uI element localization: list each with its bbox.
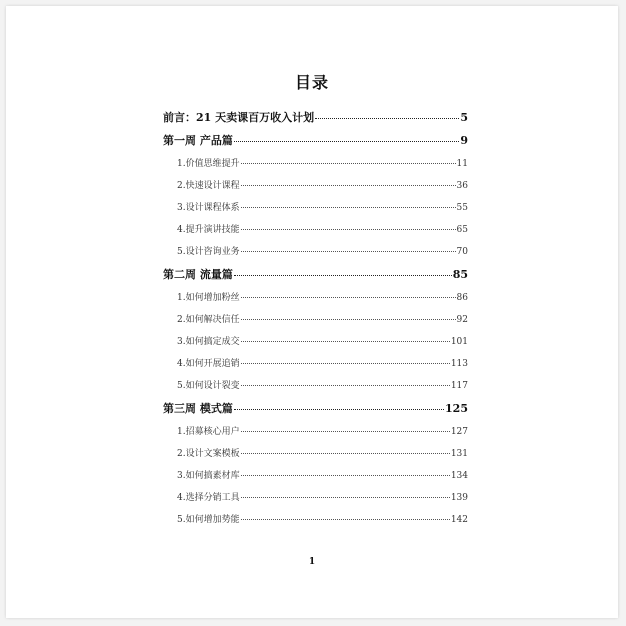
toc-leader-dots: [241, 475, 450, 476]
toc-leader-dots: [234, 141, 460, 142]
toc-leader-dots: [241, 453, 450, 454]
toc-entry[interactable]: [163, 134, 468, 148]
document-page: [6, 6, 618, 618]
toc-leader-dots: [241, 519, 450, 520]
toc-entry[interactable]: [163, 357, 468, 371]
toc-entry[interactable]: [163, 491, 468, 505]
toc-entry-label: 3.如何搞定成交: [177, 337, 240, 347]
toc-leader-dots: [241, 297, 456, 298]
page-number: 1: [308, 557, 316, 567]
toc-entry[interactable]: [163, 245, 468, 259]
toc-entry[interactable]: [163, 513, 468, 527]
toc-entry-page: 11: [456, 159, 468, 169]
toc-leader-dots: [315, 118, 459, 119]
toc-entry-label: 第一周 产品篇: [163, 134, 233, 147]
toc-entry-page: 65: [456, 225, 468, 235]
toc-entry-page: 101: [450, 337, 468, 347]
toc-entry-page: 117: [450, 381, 468, 391]
toc-entry-page: 36: [456, 181, 468, 191]
toc-entry-label: 2.如何解决信任: [177, 315, 240, 325]
toc-entry[interactable]: [163, 402, 468, 416]
toc-entry[interactable]: [163, 447, 468, 461]
toc-leader-dots: [241, 229, 456, 230]
toc-entry-label: 4.提升演讲技能: [177, 225, 240, 235]
toc-entry[interactable]: [163, 291, 468, 305]
toc-entry[interactable]: [163, 157, 468, 171]
toc-entry[interactable]: [163, 268, 468, 282]
toc-leader-dots: [241, 163, 456, 164]
toc-entry-label: 5.如何设计裂变: [177, 381, 240, 391]
toc-entry-label: 1.如何增加粉丝: [177, 293, 240, 303]
toc-entry-label: 5.设计咨询业务: [177, 247, 240, 257]
toc-entry-label: 2.快速设计课程: [177, 181, 240, 191]
toc-entry-page: 85: [452, 268, 468, 281]
toc-entry[interactable]: [163, 379, 468, 393]
toc-entry-label: 1.招募核心用户: [177, 427, 240, 437]
toc-entry-page: 92: [456, 315, 468, 325]
toc-leader-dots: [241, 385, 450, 386]
toc-entry-label: 前言：21 天卖课百万收入计划: [163, 111, 315, 124]
toc-entry-page: 113: [450, 359, 468, 369]
toc-entry-label: 1.价值思维提升: [177, 159, 240, 169]
toc-leader-dots: [241, 185, 456, 186]
toc-entry-page: 70: [456, 247, 468, 257]
toc-entry-label: 3.设计课程体系: [177, 203, 240, 213]
toc-entry-label: 第三周 模式篇: [163, 402, 233, 415]
toc-entry[interactable]: [163, 313, 468, 327]
toc-entry-page: 5: [460, 111, 468, 124]
toc-leader-dots: [241, 207, 456, 208]
toc-entry-label: 4.选择分销工具: [177, 493, 240, 503]
toc-leader-dots: [241, 341, 450, 342]
toc-leader-dots: [234, 275, 452, 276]
toc-entry[interactable]: [163, 201, 468, 215]
toc-entry[interactable]: [163, 179, 468, 193]
toc-entry-page: 142: [450, 515, 468, 525]
toc-entry-page: 125: [445, 402, 468, 415]
toc-entry-label: 3.如何搞素材库: [177, 471, 240, 481]
toc-entry-page: 55: [456, 203, 468, 213]
page-title: 目录: [294, 73, 329, 92]
toc-leader-dots: [241, 251, 456, 252]
toc-entry-page: 139: [450, 493, 468, 503]
toc-entry[interactable]: [163, 469, 468, 483]
toc-entry[interactable]: [163, 223, 468, 237]
toc-entry-label: 2.设计文案模板: [177, 449, 240, 459]
toc-entry-label: 4.如何开展追销: [177, 359, 240, 369]
toc-entry[interactable]: [163, 335, 468, 349]
toc-leader-dots: [241, 497, 450, 498]
toc-entry-page: 127: [450, 427, 468, 437]
toc-leader-dots: [241, 319, 456, 320]
toc-entry-label: 第二周 流量篇: [163, 268, 233, 281]
toc-entry-page: 9: [460, 134, 468, 147]
toc-entry-label: 5.如何增加势能: [177, 515, 240, 525]
toc-entry-page: 131: [450, 449, 468, 459]
toc-entry[interactable]: [163, 111, 468, 125]
toc-entry[interactable]: [163, 425, 468, 439]
toc-leader-dots: [234, 409, 444, 410]
toc-entry-page: 86: [456, 293, 468, 303]
toc-entry-page: 134: [450, 471, 468, 481]
toc-leader-dots: [241, 431, 450, 432]
toc-leader-dots: [241, 363, 450, 364]
